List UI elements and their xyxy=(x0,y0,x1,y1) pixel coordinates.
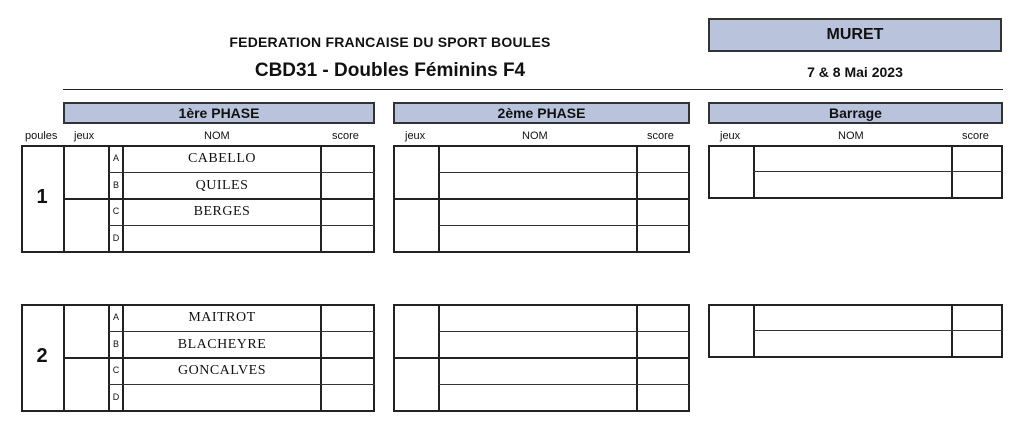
team-letter: D xyxy=(112,392,120,402)
federation-title: FEDERATION FRANCAISE DU SPORT BOULES xyxy=(229,34,551,50)
col-nom-p1: NOM xyxy=(204,130,230,142)
team-letter: D xyxy=(112,233,120,243)
divider xyxy=(108,384,375,385)
poule-number: 1 xyxy=(36,186,48,208)
divider xyxy=(753,304,755,358)
divider xyxy=(753,330,1003,331)
col-score-barrage: score xyxy=(962,130,989,142)
divider xyxy=(63,357,375,359)
team-letter: B xyxy=(112,180,119,190)
team-letter: A xyxy=(112,312,119,322)
competition-title: CBD31 - Doubles Féminins F4 xyxy=(254,60,526,81)
header-divider xyxy=(63,89,1003,90)
team-name: QUILES xyxy=(195,178,249,193)
team-name: CABELLO xyxy=(187,151,257,166)
col-jeux-p1: jeux xyxy=(74,130,95,142)
team-letter: C xyxy=(112,206,120,216)
col-nom-p2: NOM xyxy=(522,130,548,142)
divider xyxy=(393,357,690,359)
barrage-header: Barrage xyxy=(708,102,1003,124)
col-jeux-p2: jeux xyxy=(405,130,426,142)
team-name: GONCALVES xyxy=(178,363,266,378)
divider xyxy=(951,145,953,199)
divider xyxy=(108,331,375,332)
divider xyxy=(438,384,690,385)
team-name: BLACHEYRE xyxy=(177,337,267,352)
col-poules: poules xyxy=(25,130,58,142)
team-letter: B xyxy=(112,339,119,349)
phase1-header: 1ère PHASE xyxy=(63,102,375,124)
team-letter: A xyxy=(112,153,119,163)
divider xyxy=(438,331,690,332)
team-letter: C xyxy=(112,365,120,375)
team-name: MAITROT xyxy=(188,310,256,325)
divider xyxy=(753,171,1003,172)
col-score-p1: score xyxy=(332,130,359,142)
col-score-p2: score xyxy=(647,130,674,142)
divider xyxy=(108,172,375,173)
divider xyxy=(438,172,690,173)
divider xyxy=(438,225,690,226)
poule-number: 2 xyxy=(36,345,48,367)
divider xyxy=(951,304,953,358)
location-box: MURET xyxy=(708,18,1002,52)
divider xyxy=(393,198,690,200)
phase2-header: 2ème PHASE xyxy=(393,102,690,124)
divider xyxy=(753,145,755,199)
event-dates: 7 & 8 Mai 2023 xyxy=(807,64,903,80)
divider xyxy=(63,198,375,200)
col-jeux-barrage: jeux xyxy=(720,130,741,142)
col-nom-barrage: NOM xyxy=(838,130,864,142)
team-name: BERGES xyxy=(193,204,251,219)
divider xyxy=(108,225,375,226)
